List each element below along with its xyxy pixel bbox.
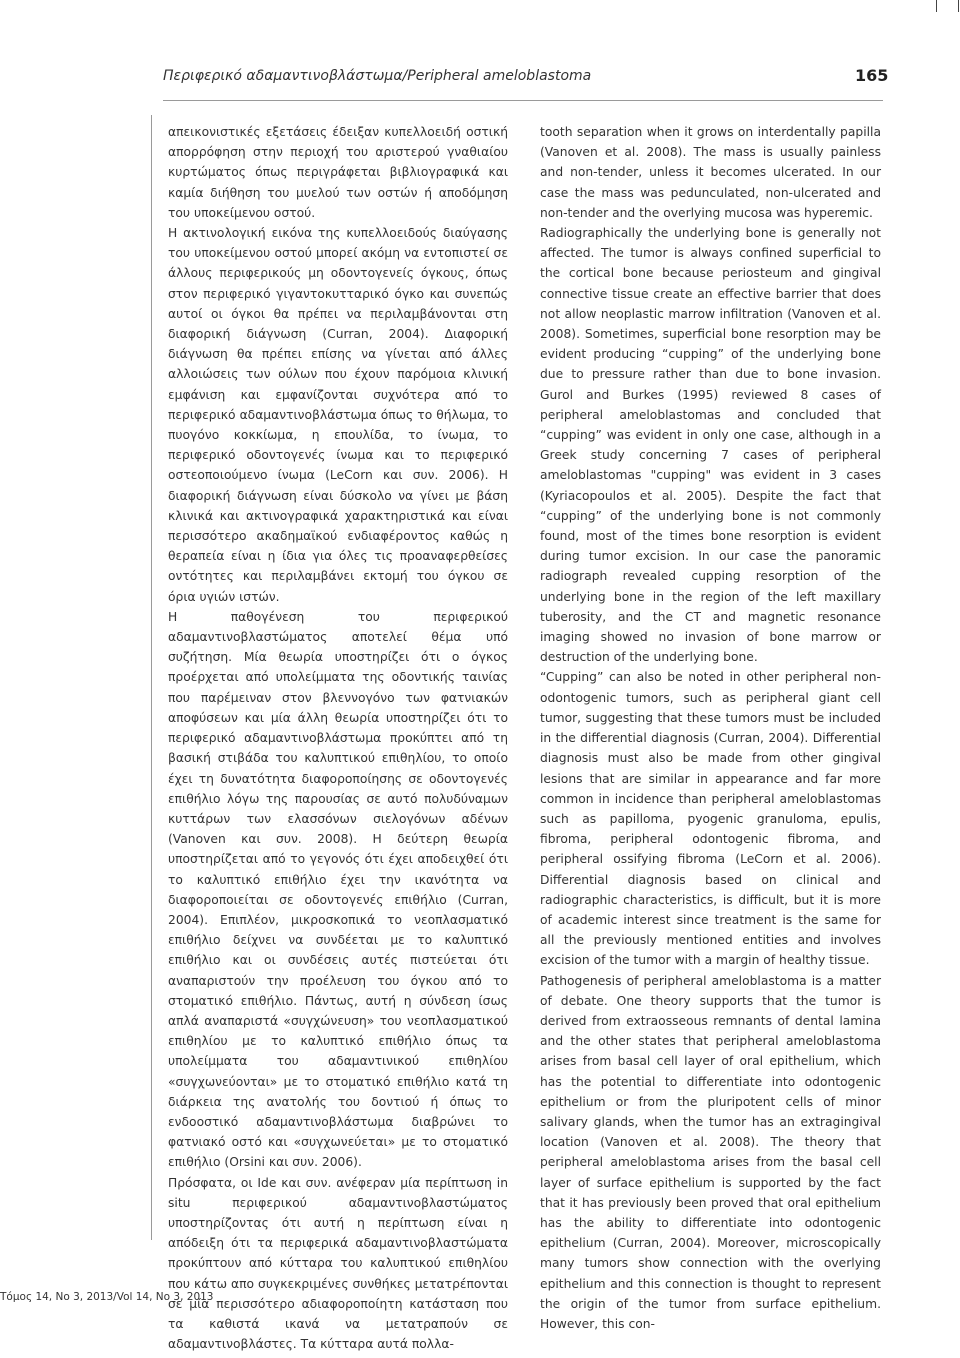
- paragraph: Πρόσφατα, οι Ide και συν. ανέφεραν μία περίπτωση in situ περιφερικού αδαμαντινοβλαστώματος υποστηρίζοντας ότι αυτή η περίπτωση είναι η απόδειξη ότι τα περιφερικά αδαμαντινοβλαστώματα προκύπτουν από κύτταρα του καλυπτικού επιθηλίου που κάτω απο συγκεκριμένες συνθήκες μετατρέπονται σε μία περισσότερο αδιαφοροποίητη κατάσταση που τα καθιστά ικανά να μετατραπούν σε αδαμαντινοβλάστες. Τα κύτταρα αυτά πολλα-: [168, 1175, 508, 1352]
- running-header-title: Περιφερικό αδαμαντινοβλάστωμα/Peripheral ameloblastoma: [163, 68, 592, 84]
- header-divider: [163, 100, 883, 101]
- paragraph: Η ακτινολογική εικόνα της κυπελλοειδούς διαύγασης του υποκείμενου οστού μπορεί ακόμη να εντοπιστεί σε άλλους περιφερικούς μη οδοντογενείς όγκους, όπως στον περιφερικό γιγαντοκυτταρικό όγκο και συνεπώς αυτοί οι όγκοι θα πρέπει να περιλαμβάνονται στη διαφορική διάγνωση (Curran, 2004). Διαφορική διάγνωση θα πρέπει επίσης να γίνεται από άλλες αλλοιώσεις των ούλων που έχουν παρόμοια κλινική εμφάνιση και εμφανίζονται συχνότερα από το περιφερικό αδαμαντινοβλάστωμα όπως το θήλωμα, το πυογόνο κοκκίωμα, η επουλίδα, το ίνωμα, το περιφερικό οδοντογενές ίνωμα και το περιφερικό οστεοποιούμενο ίνωμα (LeCorn και συν. 2006). Η διαφορική διάγνωση είναι δύσκολο να γίνει με βάση κλινικά και ακτινογραφικά χαρακτηριστικά και είναι περισσότερο ακαδημαϊκού ενδιαφέροντος καθώς η θεραπεία είναι η ίδια για όλες τις προαναφερθείσες οντότητες και περιλαμβάνει εκτομή του όγκου σε όρια υγιών ιστών.: [168, 226, 508, 604]
- footer-issue-info: Τόμος 14, No 3, 2013/Vol 14, No 3, 2013: [0, 1291, 214, 1303]
- paragraph: “Cupping” can also be noted in other peripheral non-odontogenic tumors, such as peripheral giant cell tumor, suggesting that these tumors must be included in the differential diagnosis (Curran, 2004). Differential diagnosis must also be made from other gingival lesions that are similar in appearance and far more common in incidence than peripheral ameloblastomas such as papilloma, pyogenic granuloma, epulis, fibroma, peripheral odontogenic fibroma, and peripheral ossifying fibroma (LeCorn et al. 2006). Differential diagnosis based on clinical and radiographic characteristics, is difficult, but it is more of academic interest since treatment is the same for all the previously mentioned entities and involves excision of the tumor with a margin of healthy tissue.: [540, 670, 881, 968]
- paragraph: Radiographically the underlying bone is generally not affected. The tumor is always confined superficial to the cortical bone because periosteum and gingival connective tissue create an effective barrier that does not allow neoplastic marrow infiltration (Vanoven et al. 2008). Sometimes, superficial bone resorption may be evident producing “cupping” of the underlying bone due to pressure rather than due to bone invasion. Gurol and Burkes (1995) reviewed 8 cases of peripheral ameloblastomas and concluded that “cupping” was evident in only one case, although in a Greek study concerning 7 cases of peripheral ameloblastomas "cupping" was evident in 3 cases (Kyriacopoulos et al. 2005). Despite the fact that “cupping” of the underlying bone is not commonly found, most of the times bone resorption is evident during tumor excision. In our case the panoramic radiograph revealed cupping resorption of the underlying bone in the region of the left maxillary tuberosity, and the CT and magnetic resonance imaging showed no invasion of bone marrow or destruction of the underlying bone.: [540, 226, 881, 665]
- paragraph: tooth separation when it grows on interdentally papilla (Vanoven et al. 2008). The mass is usually painless and non-tender, unless it becomes ulcerated. In our case the mass was pedunculated, non-ulcerated and non-tender and the overlying mucosa was hyperemic.: [540, 125, 881, 220]
- paragraph: Η παθογένεση του περιφερικού αδαμαντινοβλαστώματος αποτελεί θέμα υπό συζήτηση. Μία θεωρία υποστηρίζει ότι ο όγκος προέρχεται από υπολείμματα της οδοντικής ταινίας που παρέμειναν στον βλεννογόνο των φατνιακών αποφύσεων και μία άλλη θεωρία υποστηρίζει ότι το περιφερικό αδαμαντινοβλάστωμα προκύπτει από τη βασική στιβάδα του καλυπτικού επιθηλίου, το οποίο έχει τη δυνατότητα διαφοροποίησης σε οδοντογενές επιθήλιο λόγω της παρουσίας σε αυτό πολυδύναμων κυττάρων των ελασσόνων σιελογόνων αδένων (Vanoven και συν. 2008). Η δεύτερη θεωρία υποστηρίζεται από το γεγονός ότι έχει αποδειχθεί ότι το καλυπτικό επιθήλιο έχει την ικανότητα να διαφοροποιείται σε οδοντογενές επιθήλιο (Curran, 2004). Επιπλέον, μικροσκοπικά το νεοπλασματικό επιθήλιο δείχνει να συνδέεται με το καλυπτικό επιθήλιο και οι συνδέσεις αυτές πιστεύεται ότι αναπαριστούν την προέλευση του όγκου από το στοματικό επιθήλιο. Πάντως, αυτή η σύνδεση ίσως απλά αναπαριστά «συγχώνευση» του νεοπλασματικού επιθηλίου με το καλυπτικό επιθήλιο όπως τα υπολείμματα του αδαμαντινικού επιθηλίου «συγχωνεύονται» με το στοματικό επιθήλιο κατά τη διάρκεια της ανατολής του δοντιού ή όπως το ενδοοστικό αδαμαντινοβλάστωμα διαβρώνει το φατνιακό οστό και «συγχωνεύεται» με το στοματικό επιθήλιο (Orsini και συν. 2006).: [168, 609, 508, 1170]
- left-column: [168, 122, 508, 1354]
- page-number: 165: [855, 66, 889, 85]
- paragraph: Pathogenesis of peripheral ameloblastoma is a matter of debate. One theory supports that the tumor is derived from extraosseous remnants of dental lamina and the other states that peripheral ameloblastoma arises from basal cell layer of oral epithelium, which has the potential to differentiate into odontogenic epithelium or from the pluripotent cells of minor salivary glands, when the tumor has an extragingival location (Vanoven et al. 2008). The theory that peripheral ameloblastoma arises from the basal cell layer of surface epithelium is supported by the fact that it has previously been proved that oral epithelium has the ability to differentiate into odontogenic epithelium (Curran, 2004). Moreover, microscopically many tumors show connection with the overlying epithelium and this connection is thought to represent the origin of the tumor from surface epithelium. However, this con-: [540, 973, 881, 1331]
- crop-mark-left: [936, 0, 937, 12]
- margin-rule: [151, 115, 152, 1240]
- paragraph: απεικονιστικές εξετάσεις έδειξαν κυπελλοειδή οστική απορρόφηση στην περιοχή του αριστερού γναθιαίου κυρτώματος όπως περιγράφεται βιβλιογραφικά και καμία διήθηση του μυελού των οστών ή αποδόμηση του υποκείμενου οστού.: [168, 125, 508, 220]
- right-column: [540, 122, 881, 1334]
- crop-mark-right: [958, 0, 959, 12]
